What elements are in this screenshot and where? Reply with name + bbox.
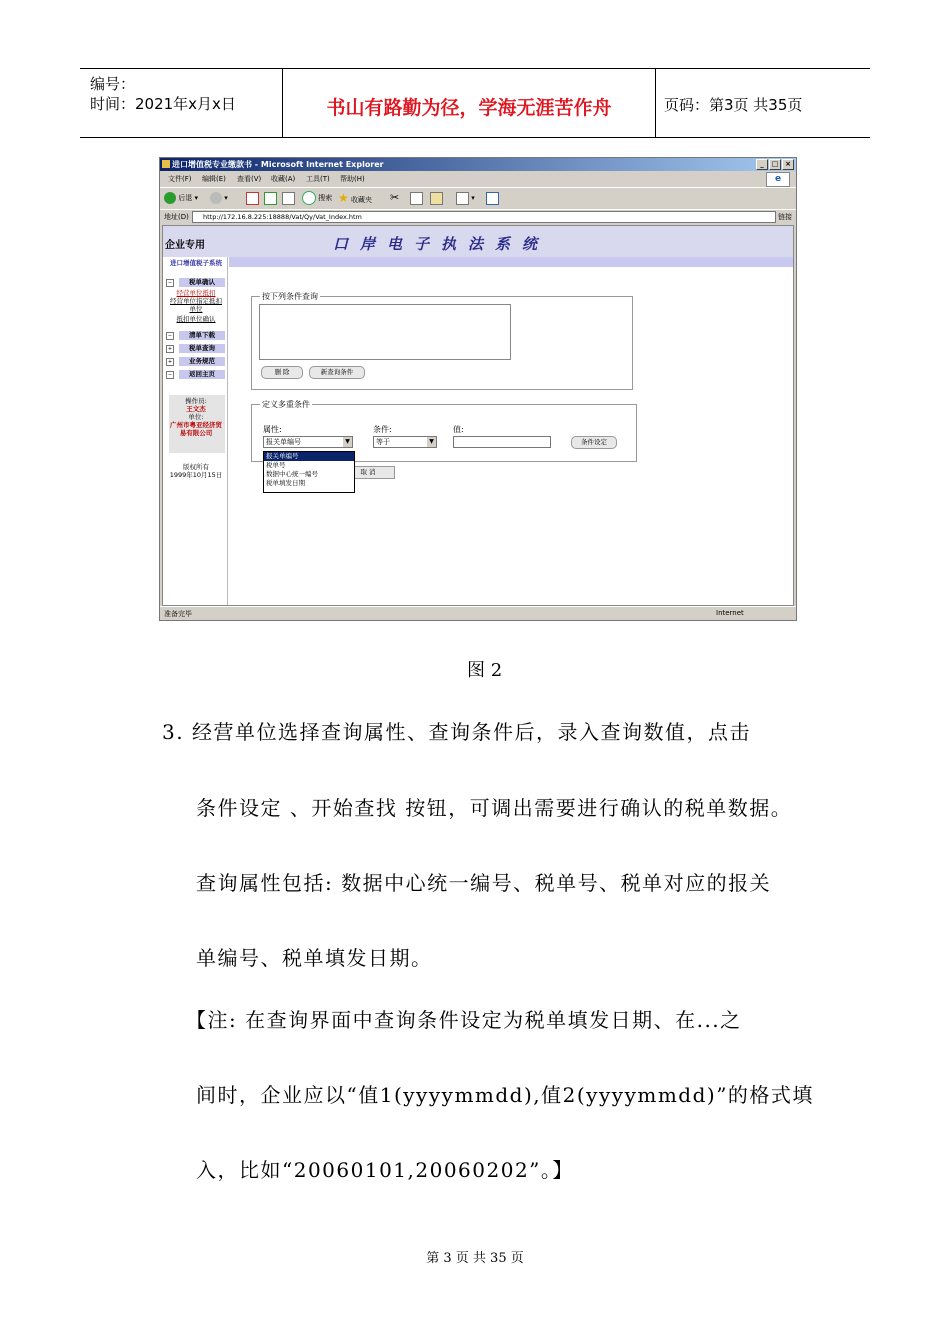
- sidebar: [163, 257, 228, 605]
- sidebar-item-business-rules[interactable]: 业务规范: [179, 357, 225, 366]
- set-condition-button[interactable]: 条件设定: [571, 436, 617, 449]
- sidebar-item-home[interactable]: 返回主页: [179, 370, 225, 379]
- cancel-button[interactable]: 取 消: [341, 466, 395, 479]
- copy-button[interactable]: [410, 191, 423, 205]
- menu-edit[interactable]: 编辑(E): [202, 175, 226, 183]
- refresh-button[interactable]: [264, 191, 277, 205]
- banner: [163, 226, 793, 257]
- view-icon: [456, 192, 469, 205]
- menu-tools[interactable]: 工具(T): [306, 175, 330, 183]
- media-icon: [486, 192, 499, 205]
- copyright: 版权所有: [183, 463, 209, 471]
- favorites-button[interactable]: [338, 191, 372, 205]
- paragraph-line: 查询属性包括: 数据中心统一编号、税单号、税单对应的报关: [196, 871, 772, 895]
- menu-bar: [160, 172, 796, 185]
- menu-help[interactable]: 帮助(H): [340, 175, 365, 183]
- content-top-bar: [229, 257, 793, 267]
- sidebar-item-list-download[interactable]: 清单下载: [179, 331, 225, 340]
- close-button[interactable]: ×: [782, 159, 794, 170]
- ie-logo-icon: e: [766, 172, 790, 187]
- view-button[interactable]: ▾: [456, 191, 475, 205]
- condition-label: 条件:: [373, 425, 392, 434]
- back-button[interactable]: 后退 ▾: [164, 191, 198, 205]
- header-left-cell: [80, 69, 283, 137]
- chevron-down-icon: ▼: [427, 437, 436, 447]
- header-middle-cell: [283, 69, 656, 137]
- ie-page-icon: [162, 160, 170, 168]
- number-label: 编号：: [90, 75, 136, 93]
- value-input[interactable]: [453, 436, 551, 448]
- sidebar-link-confirm[interactable]: 抵扣单位确认: [176, 315, 216, 323]
- query-conditions-box[interactable]: [259, 304, 511, 360]
- search-label: 搜索: [318, 194, 333, 202]
- cut-button[interactable]: [390, 191, 399, 205]
- status-bar: [160, 606, 796, 621]
- maximize-button[interactable]: □: [769, 159, 781, 170]
- enterprise-label: 企业专用: [165, 240, 205, 251]
- dropdown-option[interactable]: 税单填发日期: [266, 479, 305, 487]
- delete-button[interactable]: 删 除: [261, 366, 303, 379]
- status-zone: Internet: [716, 609, 744, 617]
- stop-icon: [246, 192, 259, 205]
- sidebar-item-tax-confirm[interactable]: 税单确认: [179, 278, 225, 287]
- address-label: 地址(D): [164, 213, 189, 221]
- copyright-date: 1999年10月15日: [169, 471, 223, 479]
- menu-file[interactable]: 文件(F): [168, 175, 192, 183]
- copy-icon: [410, 192, 423, 205]
- paragraph-line: 间时，企业应以“值1(yyyymmdd),值2(yyyymmdd)”的格式填: [196, 1083, 814, 1107]
- new-query-button[interactable]: 新查询条件: [309, 366, 365, 379]
- motto: 书山有路勤为径，学海无涯苦作舟: [326, 97, 612, 119]
- media-button[interactable]: [486, 191, 499, 205]
- paste-button[interactable]: [430, 191, 443, 205]
- time-label: 时间：2021年x月x日: [90, 95, 236, 113]
- paragraph-line: 【注: 在查询界面中查询条件设定为税单填发日期、在...之: [186, 1008, 742, 1032]
- paragraph-line: 单编号、税单填发日期。: [196, 946, 433, 970]
- collapse-icon[interactable]: −: [167, 280, 173, 286]
- paragraph-line: 3. 经营单位选择查询属性、查询条件后，录入查询数值，点击: [162, 720, 751, 744]
- window-title: 进口增值税专业缴款书 - Microsoft Internet Explorer: [172, 160, 384, 169]
- back-arrow-icon: [164, 192, 176, 204]
- address-input[interactable]: http://172.16.8.225:18888/Vat/Qy/Vat_Index.htm: [192, 211, 776, 223]
- unit-label: 单位:: [188, 413, 204, 421]
- attribute-selected: 报关单编号: [266, 438, 301, 446]
- links-button[interactable]: 链接: [778, 213, 792, 221]
- refresh-icon: [264, 192, 277, 205]
- menu-view[interactable]: 查看(V): [237, 175, 262, 183]
- forward-button[interactable]: ▾: [210, 191, 228, 205]
- system-title: 口岸电子执法系统: [333, 235, 550, 253]
- figure-caption: 图 2: [467, 660, 503, 681]
- chevron-down-icon: ▼: [343, 437, 352, 447]
- back-label: 后退: [178, 194, 193, 202]
- status-text: 准备完毕: [164, 610, 192, 618]
- search-button[interactable]: [302, 191, 332, 205]
- embedded-screenshot: [159, 157, 797, 621]
- condition-select[interactable]: [373, 436, 437, 448]
- favorites-label: 收藏夹: [351, 196, 372, 204]
- operator-name: 王文杰: [186, 405, 206, 413]
- collapse-icon[interactable]: −: [167, 372, 173, 378]
- unit-name: 广州市粤亚经济贸易有限公司: [170, 421, 222, 437]
- forward-arrow-icon: [210, 192, 222, 204]
- scissors-icon: ✂: [390, 191, 400, 204]
- paragraph-line: 条件设定 、开始查找 按钮，可调出需要进行确认的税单数据。: [196, 796, 793, 820]
- sidebar-link-designate[interactable]: 经营单位指定抵扣单位: [170, 297, 222, 313]
- sidebar-link-unit-deduct[interactable]: 经营单位抵扣: [176, 289, 216, 297]
- attribute-dropdown-list: [263, 451, 355, 493]
- value-label: 值:: [453, 425, 464, 434]
- page-footer: 第 3 页 共 35 页: [426, 1251, 524, 1266]
- search-icon: [302, 191, 316, 205]
- query-fieldset-legend: 按下列条件查询: [262, 292, 318, 301]
- home-button[interactable]: [282, 191, 295, 205]
- address-bar: [160, 209, 796, 224]
- window-titlebar: [160, 158, 796, 171]
- paragraph-line: 入，比如“20060101,20060202”。】: [196, 1158, 574, 1182]
- dropdown-option[interactable]: 数据中心统一编号: [266, 470, 318, 478]
- operator-label: 操作员:: [185, 397, 207, 405]
- attribute-select[interactable]: [263, 436, 353, 448]
- expand-icon[interactable]: +: [167, 359, 173, 365]
- expand-icon[interactable]: +: [167, 346, 173, 352]
- star-icon: ★: [338, 191, 349, 205]
- page-content: [162, 225, 794, 606]
- condition-selected: 等于: [376, 438, 390, 446]
- toolbar: [160, 187, 796, 209]
- dropdown-option[interactable]: 报关单编号: [264, 452, 354, 461]
- dropdown-option[interactable]: 税单号: [266, 461, 286, 469]
- sidebar-system-name: 进口增值税子系统: [170, 259, 222, 267]
- paste-icon: [430, 192, 443, 205]
- multi-condition-legend: 定义多重条件: [262, 400, 310, 409]
- header-right-cell: [656, 69, 870, 137]
- home-icon: [282, 192, 295, 205]
- minimize-button[interactable]: _: [756, 159, 768, 170]
- attribute-label: 属性:: [263, 425, 282, 434]
- collapse-icon[interactable]: −: [167, 333, 173, 339]
- header-table: [80, 68, 870, 138]
- page-label: 页码：第3页 共35页: [664, 96, 803, 114]
- sidebar-item-tax-query[interactable]: 税单查询: [179, 344, 225, 353]
- menu-favorites[interactable]: 收藏(A): [271, 175, 296, 183]
- stop-button[interactable]: [246, 191, 259, 205]
